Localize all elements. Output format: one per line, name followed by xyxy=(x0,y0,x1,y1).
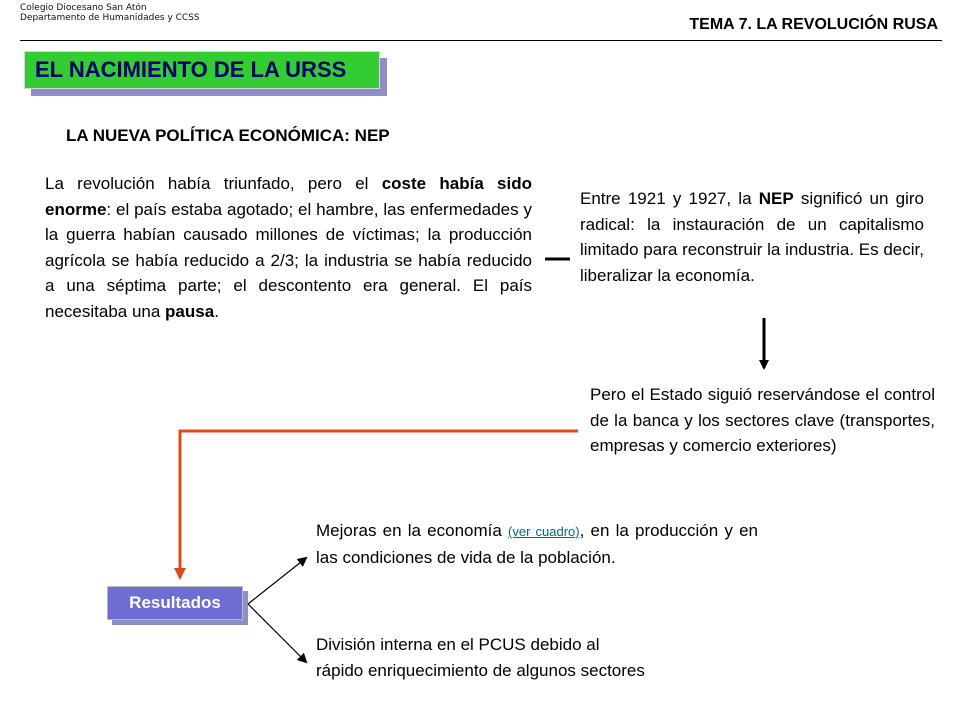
context-emphasis-cost: coste había sido enorme xyxy=(45,174,532,219)
result-improvements-text-2: , en la producción y en las condiciones de vida de la población. xyxy=(316,521,759,567)
state-to-results-connector xyxy=(180,431,578,578)
results-arrow-up xyxy=(248,558,306,604)
results-box: Resultados xyxy=(107,586,243,620)
context-emphasis-pause: pausa xyxy=(165,301,215,321)
context-text-1: La revolución había triunfado, pero el xyxy=(45,174,382,193)
result-division: División interna en el PCUS debido al rápido enriquecimiento de algunos sectores xyxy=(316,635,645,680)
school-line-1: Colegio Diocesano San Atón xyxy=(20,3,147,13)
topic-heading: TEMA 7. LA REVOLUCIÓN RUSA xyxy=(689,16,938,33)
result-improvements-text-1: Mejoras en la economía xyxy=(316,521,509,540)
state-control-paragraph: Pero el Estado siguió reservándose el control de la banca y los sectores clave (transportes, empresas y comercio exteriores) xyxy=(590,385,935,455)
context-text-3: . xyxy=(214,301,219,321)
nep-text-2: significó un giro radical: la instauración de un capitalismo limitado para reconstruir la industria. Es decir, liberalizar la economía. xyxy=(580,189,925,285)
section-subtitle: LA NUEVA POLÍTICA ECONÓMICA: NEP xyxy=(66,126,390,145)
nep-emphasis: NEP xyxy=(758,189,794,208)
see-table-link[interactable]: (ver cuadro) xyxy=(508,524,580,539)
slide-title: EL NACIMIENTO DE LA URSS xyxy=(24,51,380,89)
nep-text-1: Entre 1921 y 1927, la xyxy=(580,189,759,208)
results-arrow-down xyxy=(248,604,306,662)
context-text-2: : el país estaba agotado; el hambre, las enfermedades y la guerra habían causado millones de víctimas; la producción agrícola se había reducido a 2/3; la industria se había reducido a una séptima parte; el descontento era general. El país necesitaba una xyxy=(45,199,532,321)
school-line-2: Departamento de Humanidades y CCSS xyxy=(20,13,200,23)
